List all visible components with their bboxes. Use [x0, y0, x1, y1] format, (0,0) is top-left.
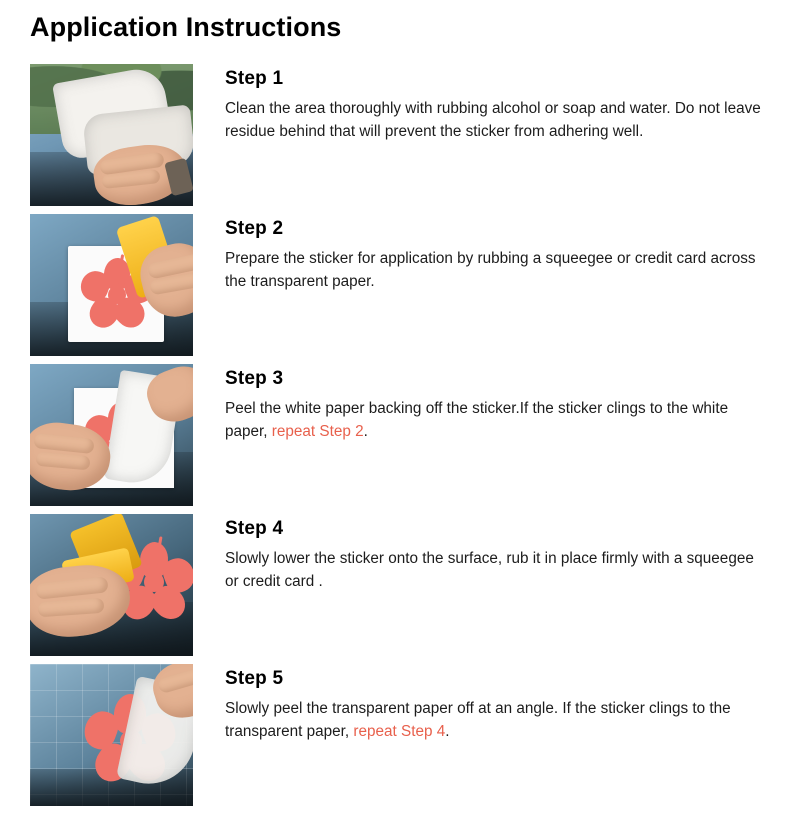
step-label: Step 1: [225, 68, 284, 89]
step-text: Slowly lower the sticker onto the surface, rub it in place firmly with a squeegee or credit card .: [225, 550, 754, 590]
list-item: [30, 514, 770, 656]
step-text: Peel the white paper backing off the sticker.If the sticker clings to the white paper, repeat Step 2.: [225, 400, 729, 440]
step-2-photo-squeegee-over-sticker: [30, 214, 193, 356]
step-text: Slowly peel the transparent paper off at an angle. If the sticker clings to the transparent paper, repeat Step 4.: [225, 700, 731, 740]
step-4-body: [193, 514, 770, 593]
step-1-body: [193, 64, 770, 143]
step-4-photo-squeegee-on-glass: [30, 514, 193, 656]
page-title: Application Instructions: [30, 12, 342, 42]
list-item: [30, 64, 770, 206]
step-label: Step 3: [225, 368, 284, 389]
step-text-highlight: repeat Step 2: [271, 422, 364, 440]
step-text: Clean the area thoroughly with rubbing alcohol or soap and water. Do not leave residue behind that will prevent the sticker from adhering well.: [225, 100, 761, 140]
list-item: [30, 664, 770, 806]
step-3-photo-peeling-white-backing: [30, 364, 193, 506]
step-1-photo-wiping-window-with-cloth: [30, 64, 193, 206]
step-5-photo-peeling-transfer-paper: [30, 664, 193, 806]
steps-list: [30, 64, 770, 814]
list-item: [30, 364, 770, 506]
step-label: Step 2: [225, 218, 284, 239]
step-5-body: [193, 664, 770, 743]
step-text-highlight: repeat Step 4: [353, 722, 446, 740]
step-text: Prepare the sticker for application by rubbing a squeegee or credit card across the transparent paper.: [225, 250, 756, 290]
step-label: Step 5: [225, 668, 284, 689]
step-2-body: [193, 214, 770, 293]
list-item: [30, 214, 770, 356]
step-label: Step 4: [225, 518, 284, 539]
step-3-body: [193, 364, 770, 443]
